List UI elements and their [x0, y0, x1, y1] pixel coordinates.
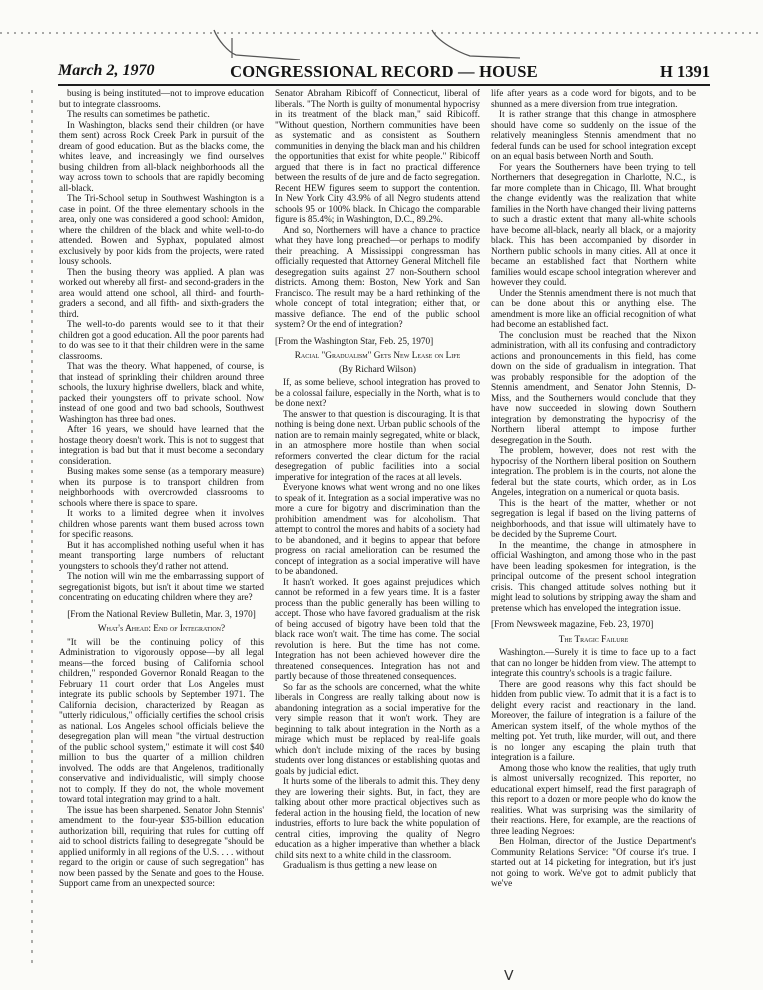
paragraph: Washington.—Surely it is time to face up to a fact that can no longer be hidden from view. The attempt to integrate this country's schools is a tragic failure. [491, 648, 696, 679]
paragraph: It hasn't worked. It goes against prejudices which cannot be reformed in a few years time. It is a faster process than the public generally has been willing to accept. Those who have favored gradualism at the risk of being accused of bigotry have been told that the black race won't wait. The time has come. The social revolution is here. But the time has not come. Integration has not been achieved however dire the threatened consequences. Integration has not and partly because of those threatened consequences. [275, 577, 480, 682]
paragraph: The issue has been sharpened. Senator John Stennis' amendment to the four-year $35-billion education authorization bill, requiring that rules for cutting off aid to school districts failing to desegregate "should be applied uniformly in all regions of the U.S. . . . without regard to the origin or cause of such segregation" has now been passed by the Senate and goes to the House. Support came from an unexpected source: [59, 805, 264, 889]
paragraph: The results can sometimes be pathetic. [67, 110, 210, 120]
paragraph: And so, Northerners will have a chance to practice what they have long preached—or perhaps to modify their preaching. A Mississippi congressman has officially requested that Attorney General Mitchell file desegregation suits against 27 non-Southern school districts. Among them: Boston, New York and San Francisco. The result may be a hard rethinking of the whole concept of total integration; either that, or massive defiance. The end of the public school system? Or the end of integration? [275, 225, 480, 330]
paragraph: That was the theory. What happened, of course, is that instead of sprinkling their children around three schools, the luxury highrise dwellers, black and white, packed their youngsters off to private school. Now instead of one good and two bad schools, Southwest Washington has three bad ones. [59, 362, 264, 425]
scan-marks [0, 0, 763, 60]
header-title: CONGRESSIONAL RECORD — HOUSE [230, 62, 538, 81]
paragraph: Under the Stennis amendment there is not much that can be done about this or anything else. The amendment is more like an official recognition of what had become an established fact. [491, 288, 696, 330]
source-citation: [From the Washington Star, Feb. 25, 1970] [275, 336, 434, 347]
byline: (By Richard Wilson) [338, 364, 417, 375]
paragraph: After 16 years, we should have learned that the hostage theory doesn't work. This is not to suggest that integration is bad but that it must become a secondary consideration. [59, 425, 264, 467]
column-3 [491, 89, 696, 969]
paragraph: The problem, however, does not rest with the hypocrisy of the Northern liberal position on Southern integration. The problem is in the courts, not alone the federal but the state courts, which order, as in Los Angeles, integration on a numerical or quota basis. [491, 446, 696, 498]
paragraph: It is rather strange that this change in atmosphere should have come so suddenly on the issue of the relatively meaningless Stennis amendment that no federal funds can be used for school integration except on an equal basis between North and South. [491, 110, 696, 162]
paragraph: Then the busing theory was applied. A plan was worked out whereby all first- and second-graders in the area would attend one school, all third- and fourth-graders a second, and all fifth- and sixth-graders the third. [59, 267, 264, 320]
paragraph: "It will be the continuing policy of this Administration to vigorously oppose—by all legal means—the forced busing of California school children," responded Governor Ronald Reagan to the February 11 court order that Los Angeles must integrate its public schools by September 1971. The California decision, characterized by Reagan as "utterly ridiculous," officially certifies the school crisis as national. Los Angeles school officials believe the desegregation plan will mean "the virtual destruction of the public school system," estimate it will cost $40 million to bus the quarter of a million children involved. The odds are that Angelenos, traditionally conservative and individualistic, will simply choose not to comply. If they do not, the whole movement toward total integration may grind to a halt. [59, 637, 264, 805]
paragraph: If, as some believe, school integration has proved to be a colossal failure, especially in the North, what is to be done next? [275, 378, 480, 409]
source-citation: [From Newsweek magazine, Feb. 23, 1970] [491, 620, 654, 630]
paragraph: Senator Abraham Ribicoff of Connecticut, liberal of liberals. "The North is guilty of monumental hypocrisy in its treatment of the black man," said Ribicoff. "Without question, Northern communities have been as systematic and as consistent as Southern communities in denying the black man and his children the opportunities that exist for white people." Ribicoff argued that there is in fact no practical difference between the results of de jure and de facto segregation. Recent HEW figures seem to support the contention. In New York City 43.9% of all Negro students attend schools 95 or 100% black. In Chicago the comparable figure is 85.4%; in Washington, D.C., 89.2%. [275, 89, 480, 225]
paragraph: Busing makes some sense (as a temporary measure) when its purpose is to transport children from neighborhoods with overcrowded classrooms to schools where there is space to spare. [59, 467, 264, 509]
page-header [58, 62, 710, 84]
paragraph: Ben Holman, director of the Justice Department's Community Relations Service: "Of course it's true. I started out at 14 picketing for integration, but it's just not going to work. We've got to admit publicly that we've [491, 837, 696, 889]
scan-mark: ᐯ [504, 969, 514, 984]
paragraph: But it has accomplished nothing useful when it has meant transporting large numbers of reluctant youngsters to schools they'd rather not attend. [59, 540, 264, 572]
source-citation: [From the National Review Bulletin, Mar. 3, 1970] [67, 609, 256, 620]
header-date: March 2, 1970 [58, 62, 155, 79]
paragraph: This is the heart of the matter, whether or not segregation is legal if based on the living patterns of neighborhoods, and that issue will ultimately have to be decided by the Supreme Court. [491, 498, 696, 540]
paragraph: It hurts some of the liberals to admit this. They deny they are lowering their sights. But, in fact, they are talking about other more practical objectives such as federal action in the housing field, the location of new industries, efforts to lure back the white population of central cities, improving the quality of Negro education as a higher imperative than whether a black child sits next to a white child in the classroom. [275, 777, 480, 861]
paragraph: Among those who know the realities, that ugly truth is almost universally recognized. This reporter, no educational expert himself, read the first paragraph of this report to a dozen or more people who do know the realities. What was surprising was the similarity of their reactions. Here, for example, are the reactions of three leading Negroes: [491, 763, 696, 837]
paragraph: There are good reasons why this fact should be hidden from public view. To admit that it is a fact is to delight every racist and reactionary in the land. Moreover, the failure of integration is a failure of the American system itself, of the whole mythos of the melting pot. Yet truth, like murder, will out, and there is no longer any escaping the plain truth that integration is a failure. [491, 679, 696, 763]
paragraph: So far as the schools are concerned, what the white liberals in Congress are really talking about now is abandoning integration as a social imperative for the very simple reason that it won't work. They are beginning to talk about integration in the North as a mirage which must be replaced by real-life goals which don't include mixing of the races by busing students over long distances or establishing quotas and goals by judicial edict. [275, 682, 480, 777]
paragraph: In the meantime, the change in atmosphere in official Washington, and among those who in the past have been leading spokesmen for integration, is the principal outcome of the present school integration crisis. This changed attitude solves nothing but it might lead to solutions by stripping away the sham and pretense which has enveloped the integration issue. [491, 540, 696, 614]
paragraph: Everyone knows what went wrong and no one likes to speak of it. Integration as a social imperative was no more a cure for bigotry and discrimination than the prohibition amendment was for alcoholism. That attempt to control the mores and habits of a society had to be abandoned, and it begins to appear that before progress on racial amelioration can be resumed the concept of integration as a social imperative will have to be abandoned. [275, 483, 480, 577]
paragraph: For years the Southerners have been trying to tell Northerners that desegregation in Charlotte, N.C., is far more complete than in Chicago, Ill. What brought the change evidently was the realization that white families in the North have changed their living patterns to such a drastic extent that many all-white schools have become all-black, nearly all black, or a majority black. This has been accompanied by disorder in Northern public schools in many cities. All at once it became an established fact that Northern white families would escape school integration wherever and however they could. [491, 162, 696, 288]
header-rule [58, 84, 710, 86]
paragraph: life after years as a code word for bigots, and to be shunned as a mere diversion from true integration. [491, 89, 696, 110]
article-headline: What's Ahead: End of Integration? [97, 624, 226, 634]
paragraph: The answer to that question is discouraging. It is that nothing is being done next. Urban public schools of the nation are to remain mainly segregated, white or black, in an atmosphere more hostile than when social reformers converted the clear dictum for the racial desegregation of public facilities into a social imperative for integration of the races at all levels. [275, 409, 480, 483]
binding-edge [28, 90, 36, 970]
header-page-number: H 1391 [660, 62, 710, 81]
paragraph: busing is being instituted—not to improve education but to integrate classrooms. [59, 89, 264, 110]
paragraph: It works to a limited degree when it involves children whose parents want them bused across town for specific reasons. [59, 509, 264, 540]
paragraph: The well-to-do parents would see to it that their children got a good education. All the poor parents had to do was see to it that their children were in the same classrooms. [59, 320, 264, 362]
paragraph: Gradualism is thus getting a new lease on [283, 861, 437, 871]
column-1 [59, 89, 264, 969]
paragraph: In Washington, blacks send their children (or have them sent) across Rock Creek Park in pursuit of the dream of good education. But as the blacks come, the whites leave, and increasingly we find ourselves busing children from all-black neighborhoods all the way across town to schools that are rapidly becoming all-black. [59, 120, 264, 194]
column-2 [275, 89, 480, 969]
article-headline: The Tragic Failure [558, 634, 629, 645]
paragraph: The conclusion must be reached that the Nixon administration, with all its confusing and contradictory actions and pronouncements in this field, has come down on the side of gradualism in integration. That was probably responsible for the adoption of the Stennis amendment, and Senator John Stennis, D-Miss, and the Southerners would conclude that they have now succeeded in slowing down Southern integration by demonstrating the hypocrisy of the Northern liberal attempt to impose further desegregation in the South. [491, 330, 696, 446]
article-headline: Racial "Gradualism" Gets New Lease on Life [294, 351, 461, 361]
paragraph: The Tri-School setup in Southwest Washington is a case in point. Of the three elementary schools in the area, only one was considered a good school: Amidon, where the children of the black and white well-to-do attended. Bowen and Syphax, populated almost exclusively by poor kids from the projects, were rated lousy schools. [59, 194, 264, 267]
paragraph: The notion will win me the embarrassing support of segregationist bigots, but isn't it about time we started concentrating on educating children where they are? [59, 572, 264, 603]
